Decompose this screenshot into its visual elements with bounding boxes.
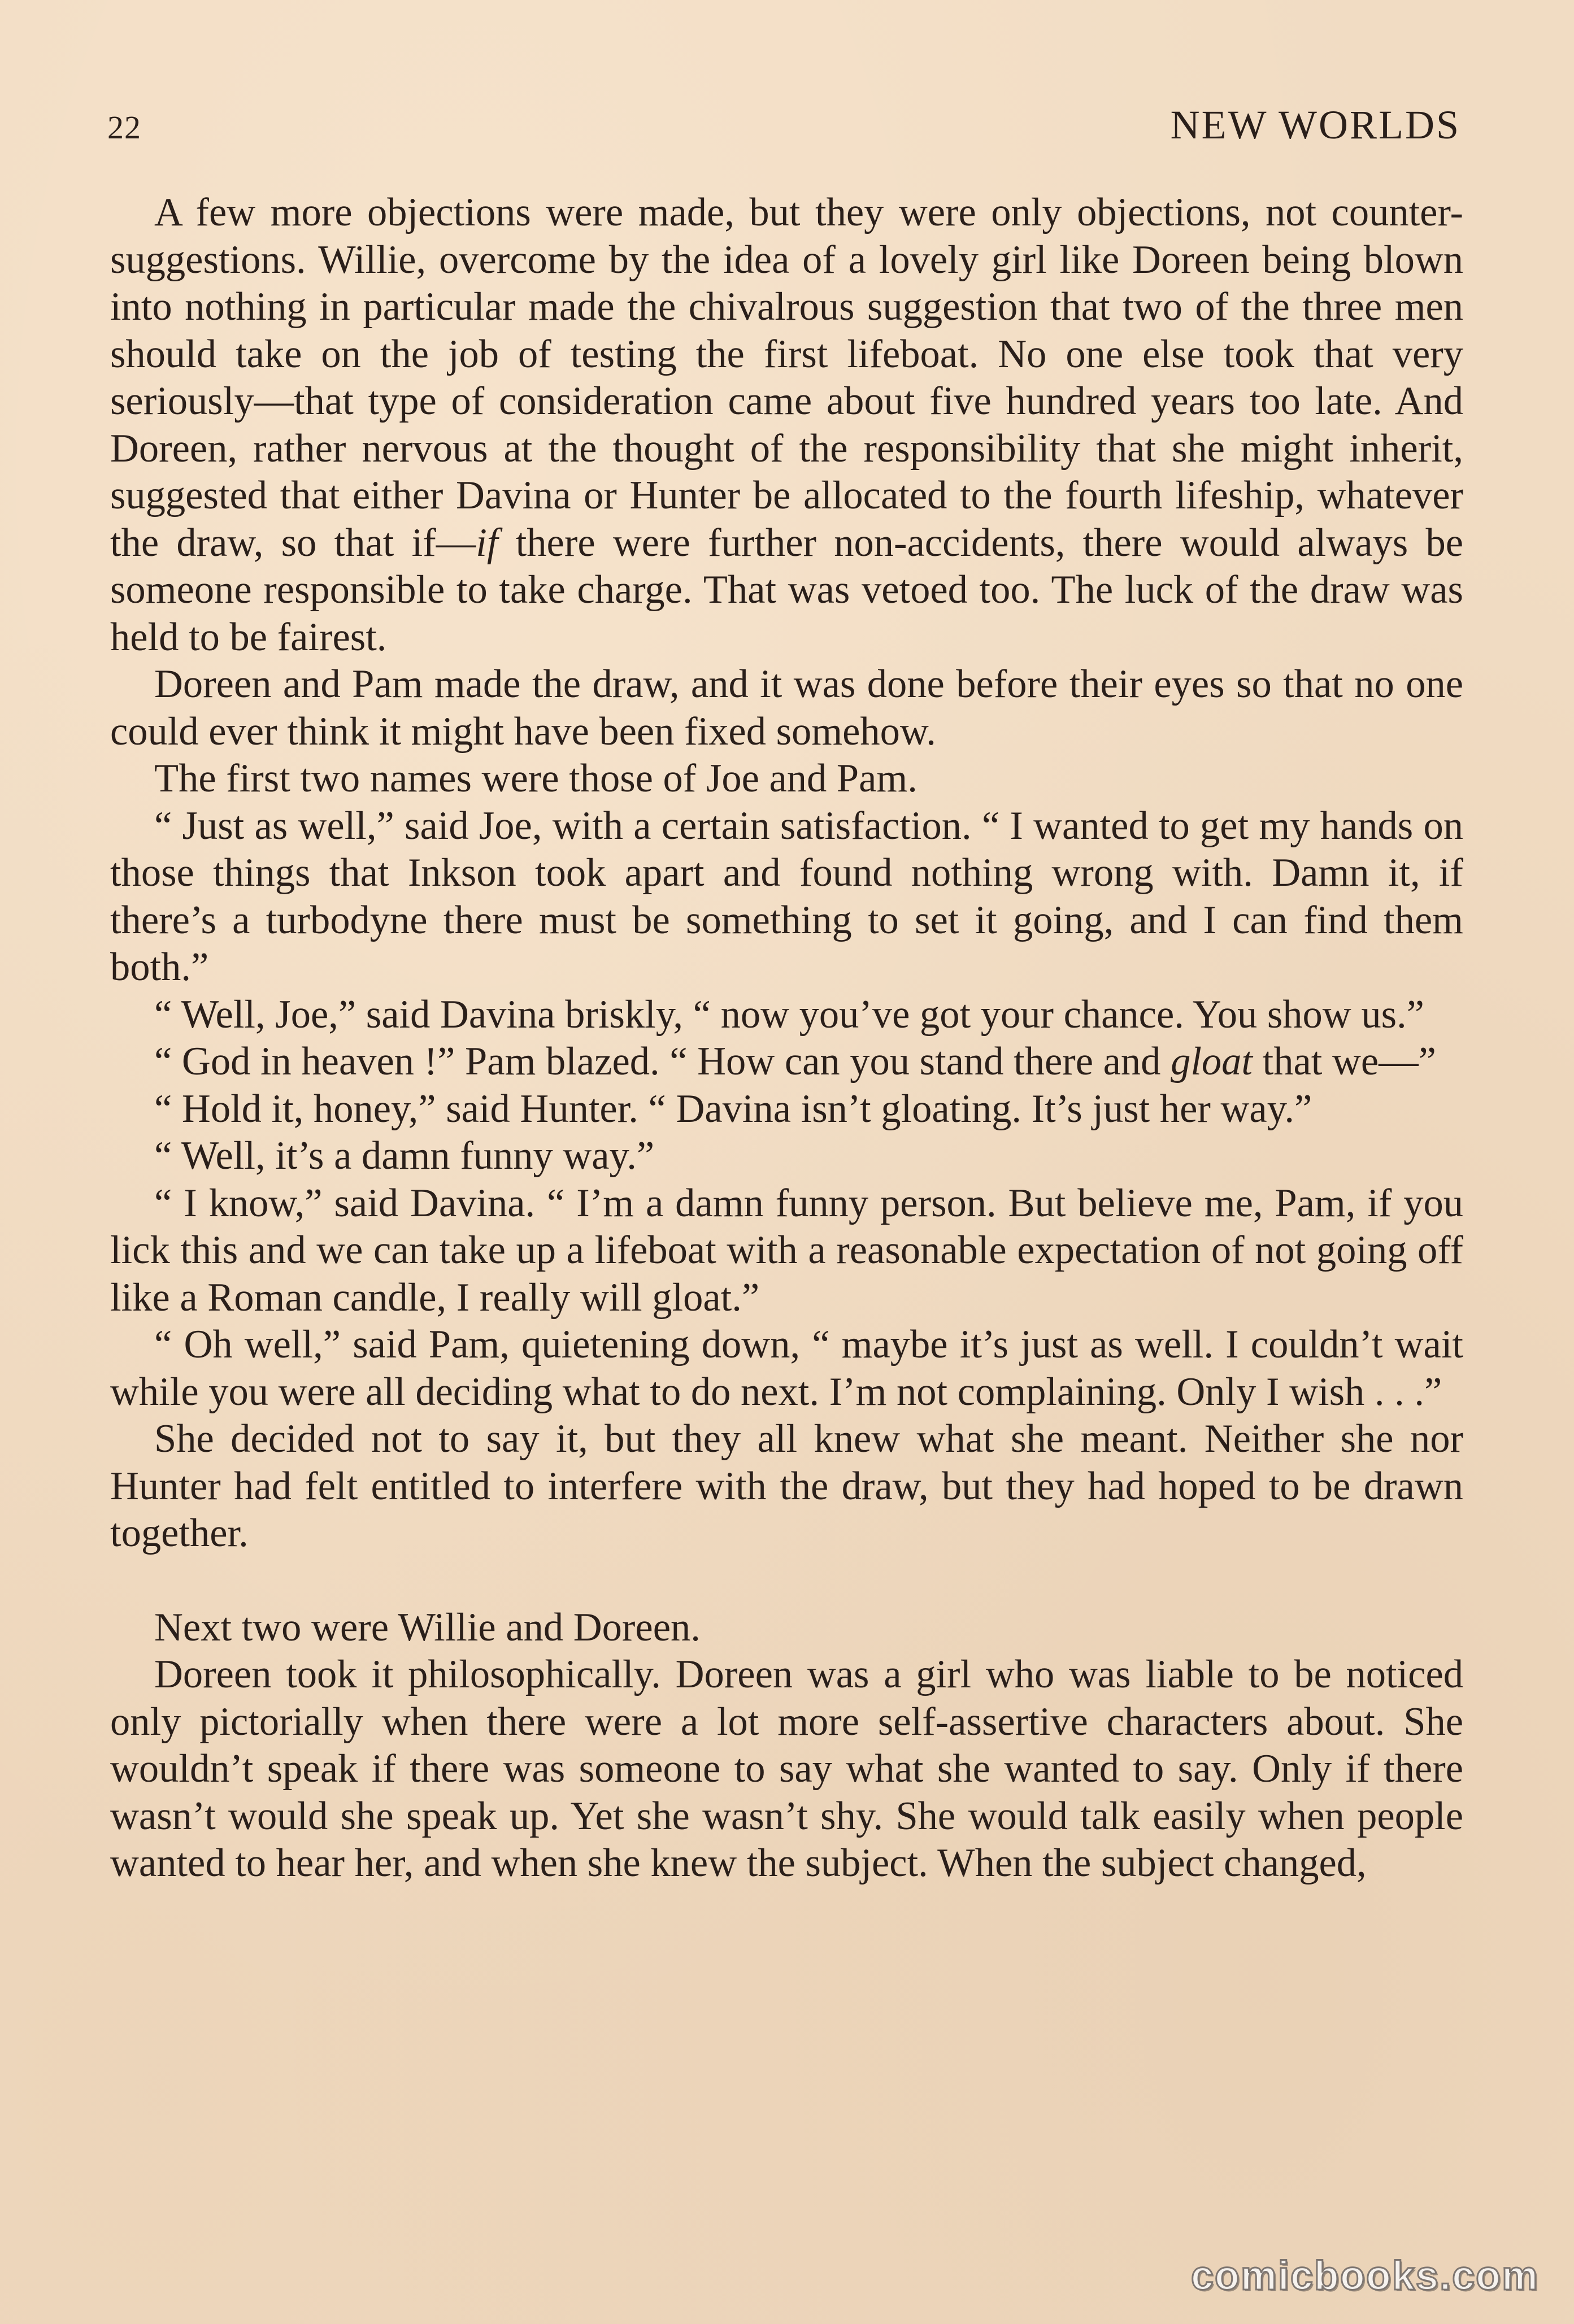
paragraph: The first two names were those of Joe and Pam. xyxy=(154,756,918,800)
site-watermark: comicbooks.com xyxy=(1190,2253,1539,2299)
paragraph-text: that we—” xyxy=(1253,1039,1436,1083)
running-head: NEW WORLDS xyxy=(1170,102,1460,147)
page-number: 22 xyxy=(107,109,141,146)
paragraph: “ Just as well,” said Joe, with a certain satisfaction. “ I wanted to get my hands on those things that Inkson took apart and found nothing wrong with. Damn it, if there’s a turbodyne there must be something to set it going, and I can find them both.” xyxy=(110,803,1463,989)
paragraph-text: A few more objections were made, but they were only objections, not counter-suggestions. Willie, overcome by the idea of a lovely girl like Doreen being blown into nothing in particular made the chivalrous suggestion that two of the three men should take on the job of testing the first lifeboat. No one else took that very seriously—that type of consideration came about five hundred years too late. And Doreen, rather nervous at the thought of the responsibility that she might inherit, suggested that either Davina or Hunter be allocated to the fourth lifeship, whatever the draw, so that if— xyxy=(110,190,1463,565)
section-break xyxy=(110,1557,1463,1604)
paragraph: Doreen took it philosophically. Doreen was a girl who was liable to be noticed only pictorially when there were a lot more self-assertive characters about. She wouldn’t speak if there was someone to say what she wanted to say. Only if there wasn’t would she speak up. Yet she wasn’t shy. She would talk easily when people wanted to hear her, and when she knew the subject. When the subject changed, xyxy=(110,1652,1463,1885)
italic-emphasis: if xyxy=(476,520,498,565)
paragraph-text: “ God in heaven !” Pam blazed. “ How can you stand there and xyxy=(154,1039,1171,1083)
paragraph-text: there were further non-accidents, there would always be someone responsible to take charge. That was vetoed too. The luck of the draw was held to be fairest. xyxy=(110,520,1463,659)
paragraph: “ Well, Joe,” said Davina briskly, “ now you’ve got your chance. You show us.” xyxy=(154,992,1424,1037)
paragraph: Next two were Willie and Doreen. xyxy=(154,1605,701,1650)
paragraph: “ I know,” said Davina. “ I’m a damn funny person. But believe me, Pam, if you lick this and we can take up a lifeboat with a reasonable expectation of not going off like a Roman candle, I really will gloat.” xyxy=(110,1181,1463,1320)
paragraph xyxy=(110,1038,1463,1086)
paragraph: “ Oh well,” said Pam, quietening down, “ maybe it’s just as well. I couldn’t wait while you were all deciding what to do next. I’m not complaining. Only I wish . . .” xyxy=(110,1322,1463,1414)
body-text xyxy=(110,189,1463,1887)
paragraph: She decided not to say it, but they all knew what she meant. Neither she nor Hunter had felt entitled to interfere with the draw, but they had hoped to be drawn together. xyxy=(110,1417,1463,1555)
italic-emphasis: gloat xyxy=(1171,1039,1253,1083)
page-header xyxy=(107,96,1460,158)
paragraph: “ Hold it, honey,” said Hunter. “ Davina isn’t gloating. It’s just her way.” xyxy=(154,1086,1312,1131)
paragraph: Doreen and Pam made the draw, and it was done before their eyes so that no one could ever think it might have been fixed somehow. xyxy=(110,662,1463,754)
paragraph: “ Well, it’s a damn funny way.” xyxy=(154,1134,655,1178)
paragraph xyxy=(110,189,1463,661)
